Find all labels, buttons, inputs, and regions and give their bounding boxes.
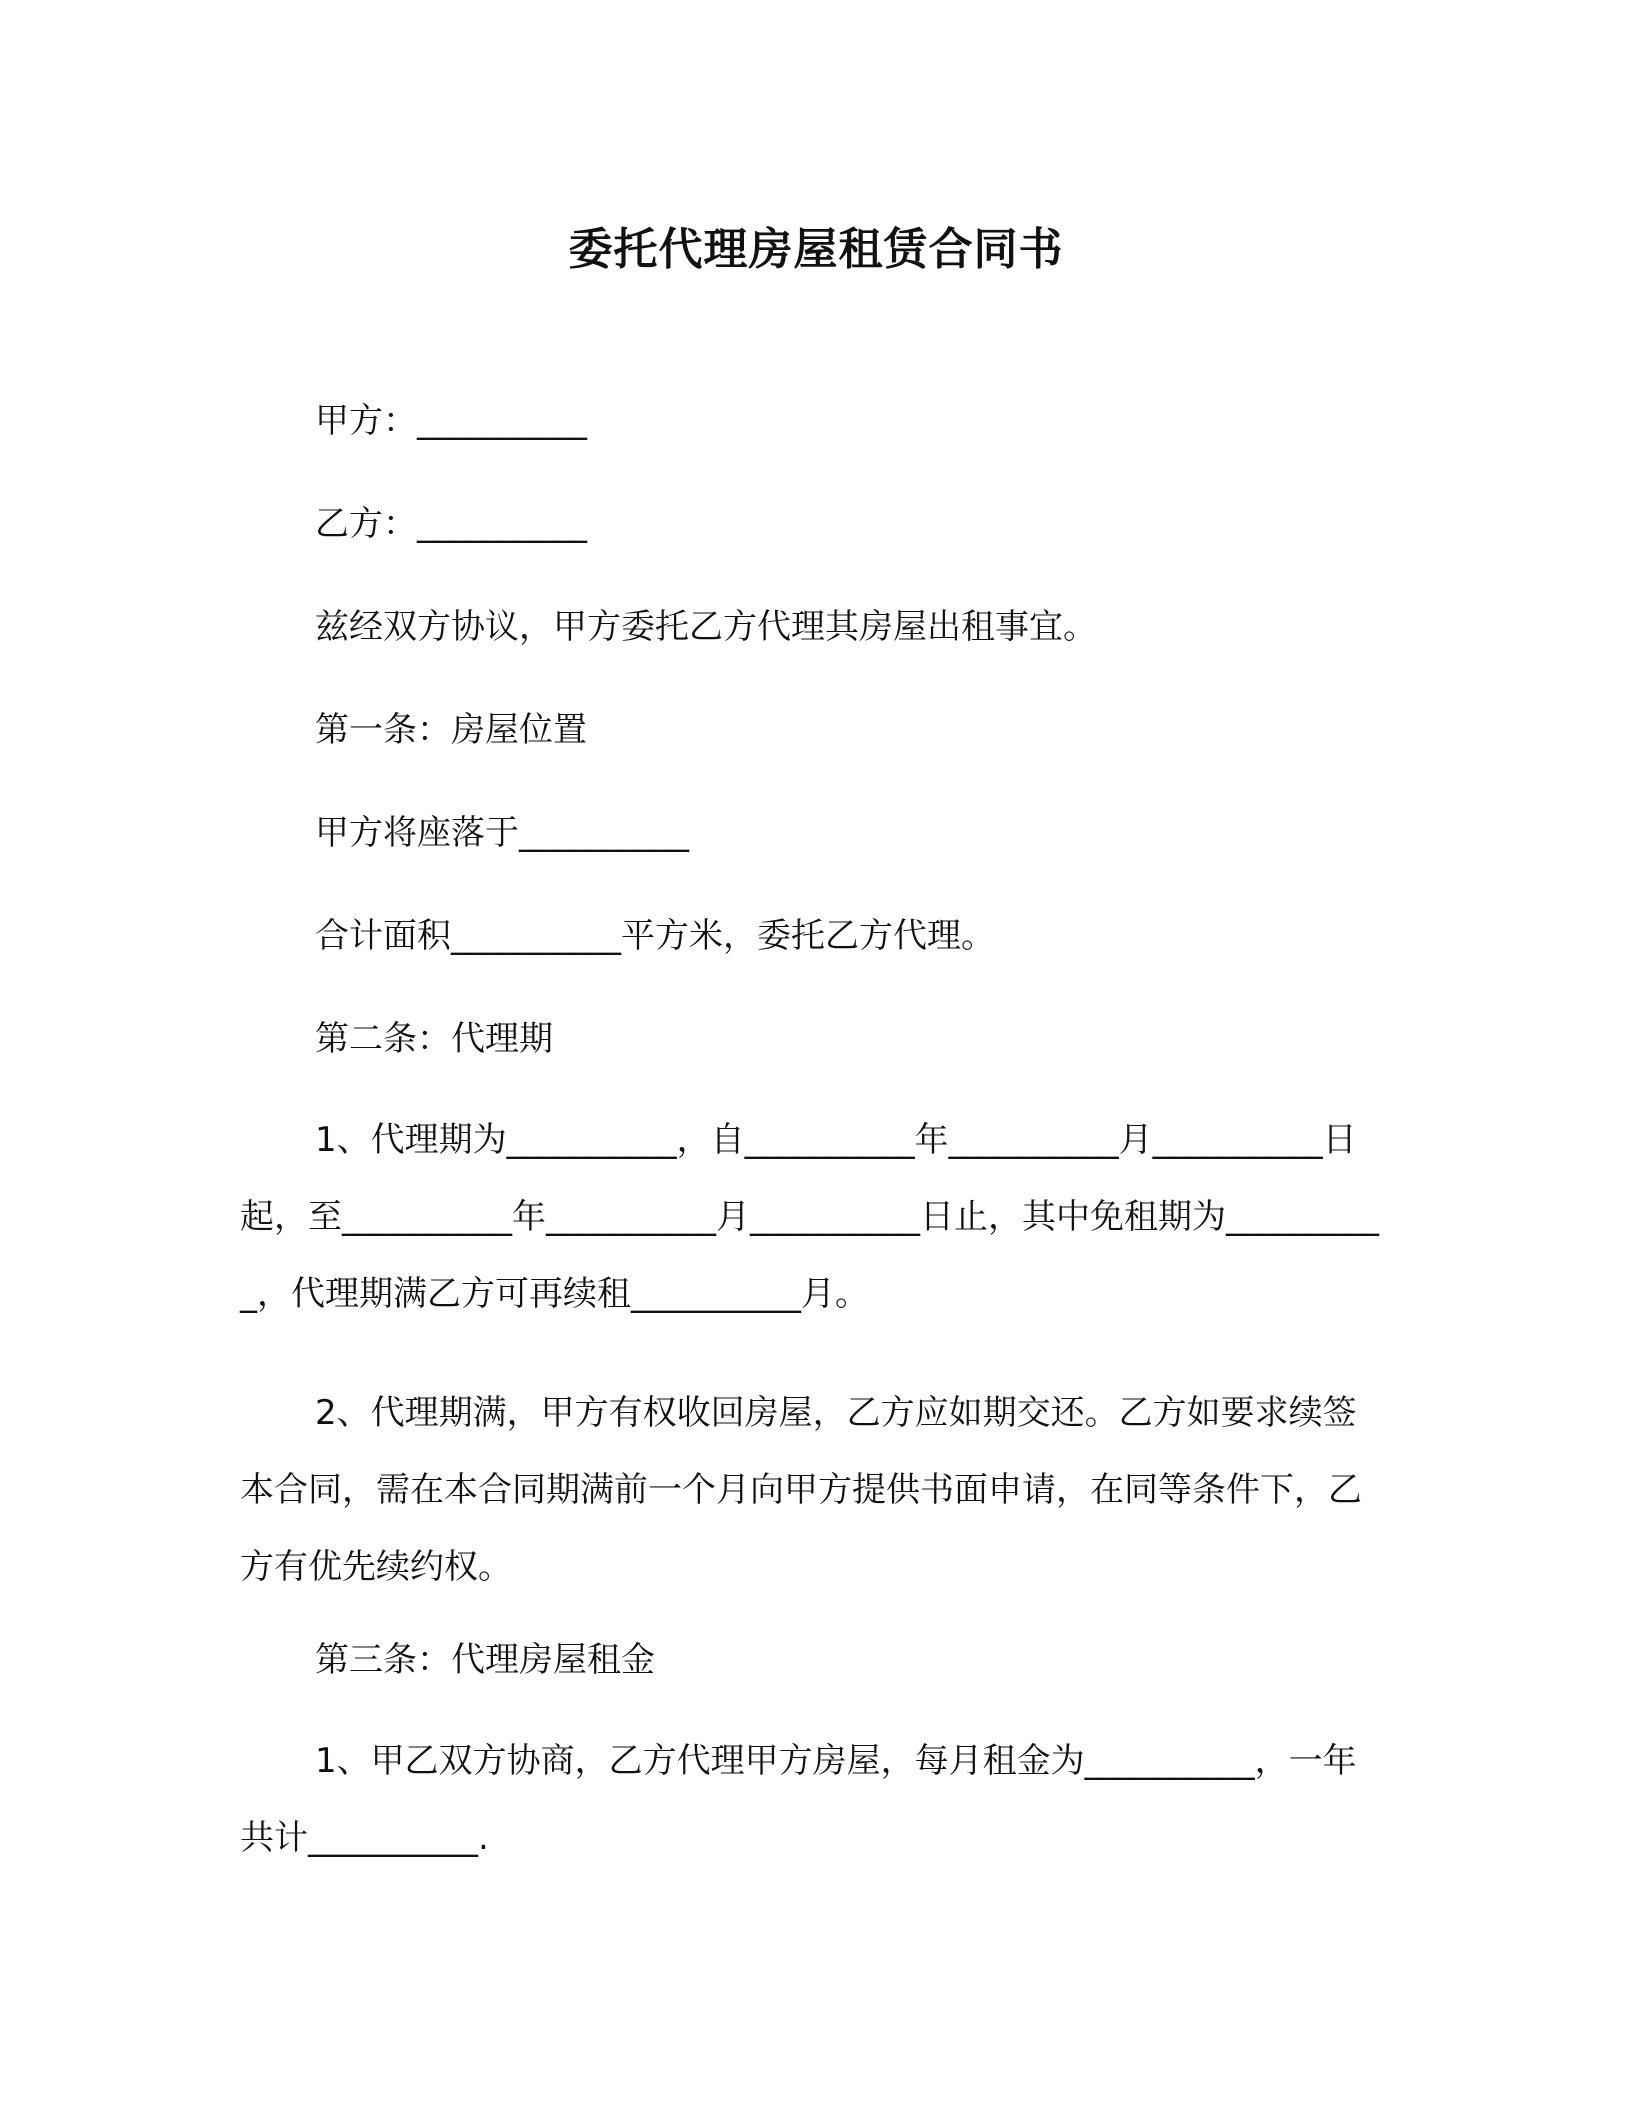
article2-clause1: 1、代理期为__________，自__________年__________月__________日起，至__________年__________月__________日止，其中免租期为__________，代理期满乙方可再续租__________月。 [240,1120,1379,1314]
article2-clause2: 2、代理期满，甲方有权收回房屋，乙方应如期交还。乙方如要求续签本合同，需在本合同期满前一个月向甲方提供书面申请，在同等条件下，乙方有优先续约权。 [240,1393,1362,1587]
article3-heading: 第三条：代理房屋租金 [315,1640,655,1680]
article2-heading: 第二条：代理期 [315,1019,553,1059]
document-title: 委托代理房屋租赁合同书 [568,224,1064,275]
article1-heading: 第一条：房屋位置 [315,710,587,750]
party-a-line: 甲方：__________ [315,401,587,441]
intro-text: 兹经双方协议，甲方委托乙方代理其房屋出租事宜。 [315,607,1097,647]
party-b-line: 乙方：__________ [315,504,587,544]
article3-clause1: 1、甲乙双方协商，乙方代理甲方房屋，每月租金为__________，一年共计__________. [240,1741,1357,1858]
article1-area: 合计面积__________平方米，委托乙方代理。 [315,916,995,956]
article1-location: 甲方将座落于__________ [315,813,689,853]
